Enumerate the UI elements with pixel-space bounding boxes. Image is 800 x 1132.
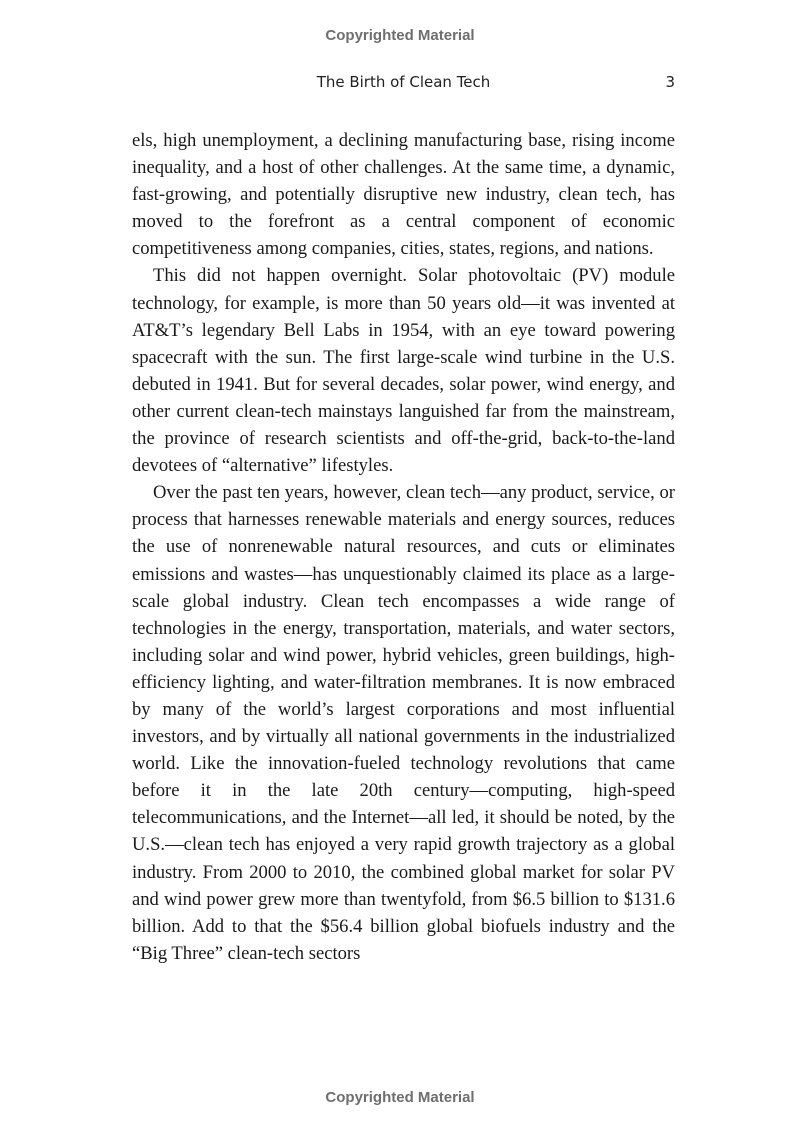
- page-number: 3: [665, 73, 675, 91]
- copyright-watermark-top: Copyrighted Material: [325, 27, 475, 44]
- paragraph: This did not happen overnight. Solar photovoltaic (PV) module technology, for example, is more than 50 years old—it was invented at AT&T’s legendary Bell Labs in 1954, with an eye toward powering spacecraft with the sun. The first large-scale wind turbine in the U.S. debuted in 1941. But for several decades, solar power, wind energy, and other current clean-tech mainstays languished far from the mainstream, the province of research scientists and off-the-grid, back-to-the-land devotees of “alternative” lifestyles.: [132, 265, 675, 477]
- running-title: The Birth of Clean Tech: [316, 73, 491, 91]
- copyright-watermark-bottom: Copyrighted Material: [325, 1089, 475, 1106]
- running-header: [132, 73, 675, 93]
- paragraph: Over the past ten years, however, clean tech—any product, service, or process that harnesses renewable materials and energy sources, reduces the use of nonrenewable natural resources, and cuts or eliminates emissions and wastes—has unquestionably claimed its place as a large-scale global industry. Clean tech encompasses a wide range of technologies in the energy, transportation, materials, and water sectors, including solar and wind power, hybrid vehicles, green buildings, high-efficiency lighting, and water-filtration membranes. It is now embraced by many of the world’s largest corporations and most influential investors, and by virtually all national governments in the industrialized world. Like the innovation-fueled technology revolutions that came before it in the late 20th century—computing, high-speed telecommunications, and the Internet—all led, it should be noted, by the U.S.—clean tech has enjoyed a very rapid growth trajectory as a global industry. From 2000 to 2010, the combined global market for solar PV and wind power grew more than twentyfold, from $6.5 billion to $131.6 billion. Add to that the $56.4 billion global biofuels industry and the “Big Three” clean-tech sectors: [132, 482, 675, 964]
- paragraph-continued: els, high unemployment, a declining manufacturing base, rising income inequality, and a host of other challenges. At the same time, a dynamic, fast-growing, and potentially disruptive new industry, clean tech, has moved to the forefront as a central component of economic competitiveness among companies, cities, states, regions, and nations.: [132, 130, 675, 260]
- body-text: [132, 127, 675, 967]
